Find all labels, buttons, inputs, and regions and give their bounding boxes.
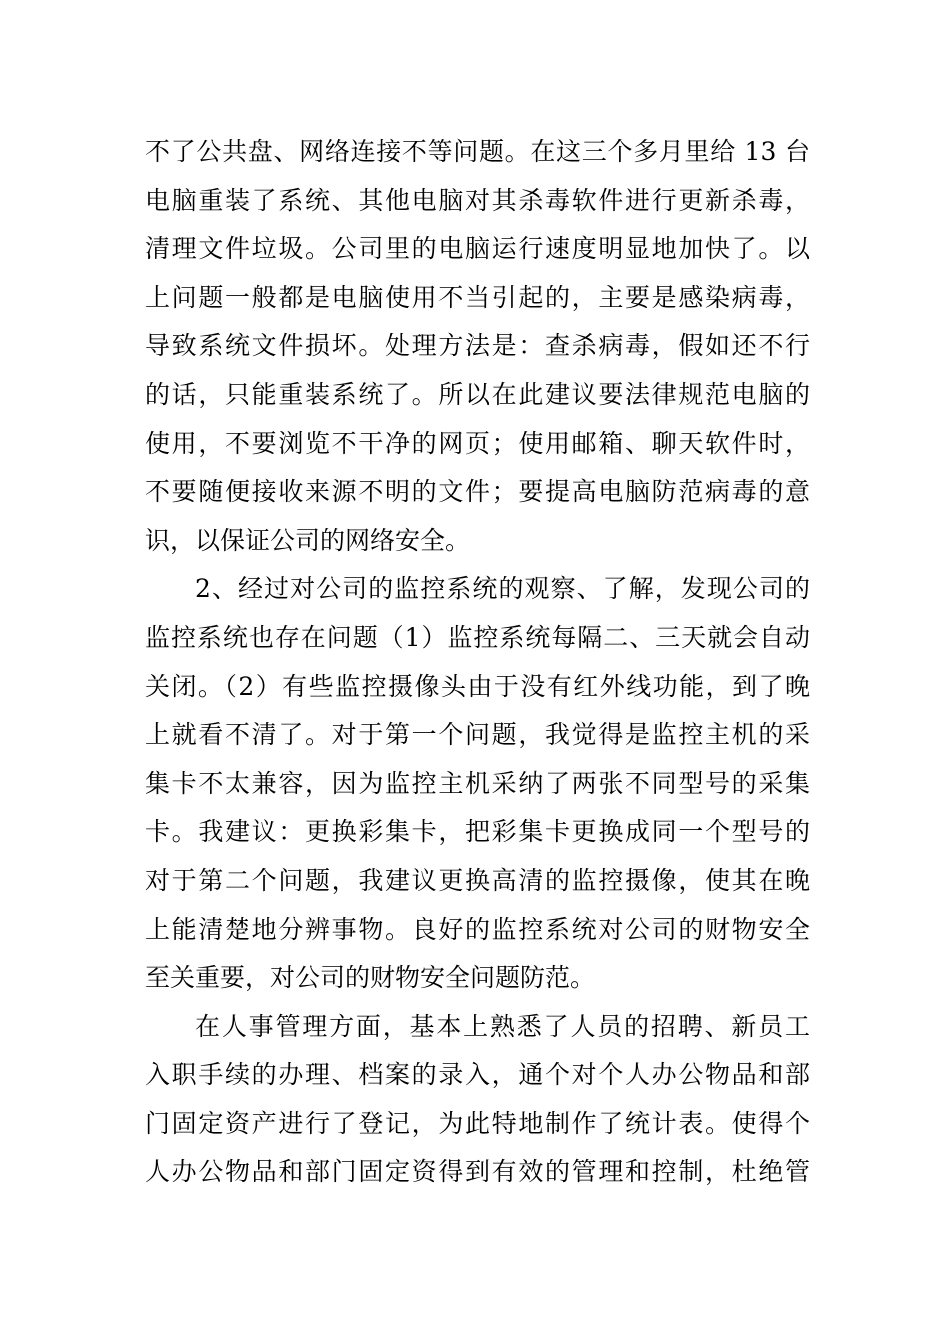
text-line: 入职手续的办理、档案的录入，通个对个人办公物品和部 [145, 1060, 810, 1090]
text-line: 不了公共盘、网络连接不等问题。在这三个多月里给 13 台 [145, 137, 810, 166]
text-line: 集卡不太兼容，因为监控主机采纳了两张不同型号的采集 [145, 768, 810, 798]
text-line: 上就看不清了。对于第一个问题，我觉得是监控主机的采 [145, 720, 810, 750]
text-line: 2、经过对公司的监控系统的观察、了解，发现公司的 [195, 574, 810, 604]
text-line: 的话，只能重装系统了。所以在此建议要法律规范电脑的 [145, 379, 810, 409]
text-line: 不要随便接收来源不明的文件；要提高电脑防范病毒的意 [145, 477, 810, 507]
text-line: 至关重要，对公司的财物安全问题防范。 [145, 963, 596, 993]
text-line: 上问题一般都是电脑使用不当引起的，主要是感染病毒， [145, 282, 810, 312]
text-line: 在人事管理方面，基本上熟悉了人员的招聘、新员工 [195, 1011, 810, 1041]
text-line: 电脑重装了系统、其他电脑对其杀毒软件进行更新杀毒， [145, 185, 810, 215]
text-line: 清理文件垃圾。公司里的电脑运行速度明显地加快了。以 [145, 234, 810, 264]
text-line: 使用，不要浏览不干净的网页；使用邮箱、聊天软件时， [145, 428, 810, 458]
text-line: 门固定资产进行了登记，为此特地制作了统计表。使得个 [145, 1108, 810, 1138]
text-line: 识，以保证公司的网络安全。 [145, 525, 471, 555]
text-line: 上能清楚地分辨事物。良好的监控系统对公司的财物安全 [145, 914, 810, 944]
text-line: 卡。我建议：更换彩集卡，把彩集卡更换成同一个型号的 [145, 817, 810, 847]
text-line: 对于第二个问题，我建议更换高清的监控摄像，使其在晚 [145, 865, 810, 895]
text-line: 人办公物品和部门固定资得到有效的管理和控制，杜绝管 [145, 1157, 810, 1187]
text-line: 监控系统也存在问题（1）监控系统每隔二、三天就会自动 [145, 622, 810, 652]
text-line: 关闭。（2）有些监控摄像头由于没有红外线功能，到了晚 [145, 671, 810, 701]
text-line: 导致系统文件损坏。处理方法是：查杀病毒，假如还不行 [145, 331, 810, 361]
body-text [145, 128, 810, 1197]
